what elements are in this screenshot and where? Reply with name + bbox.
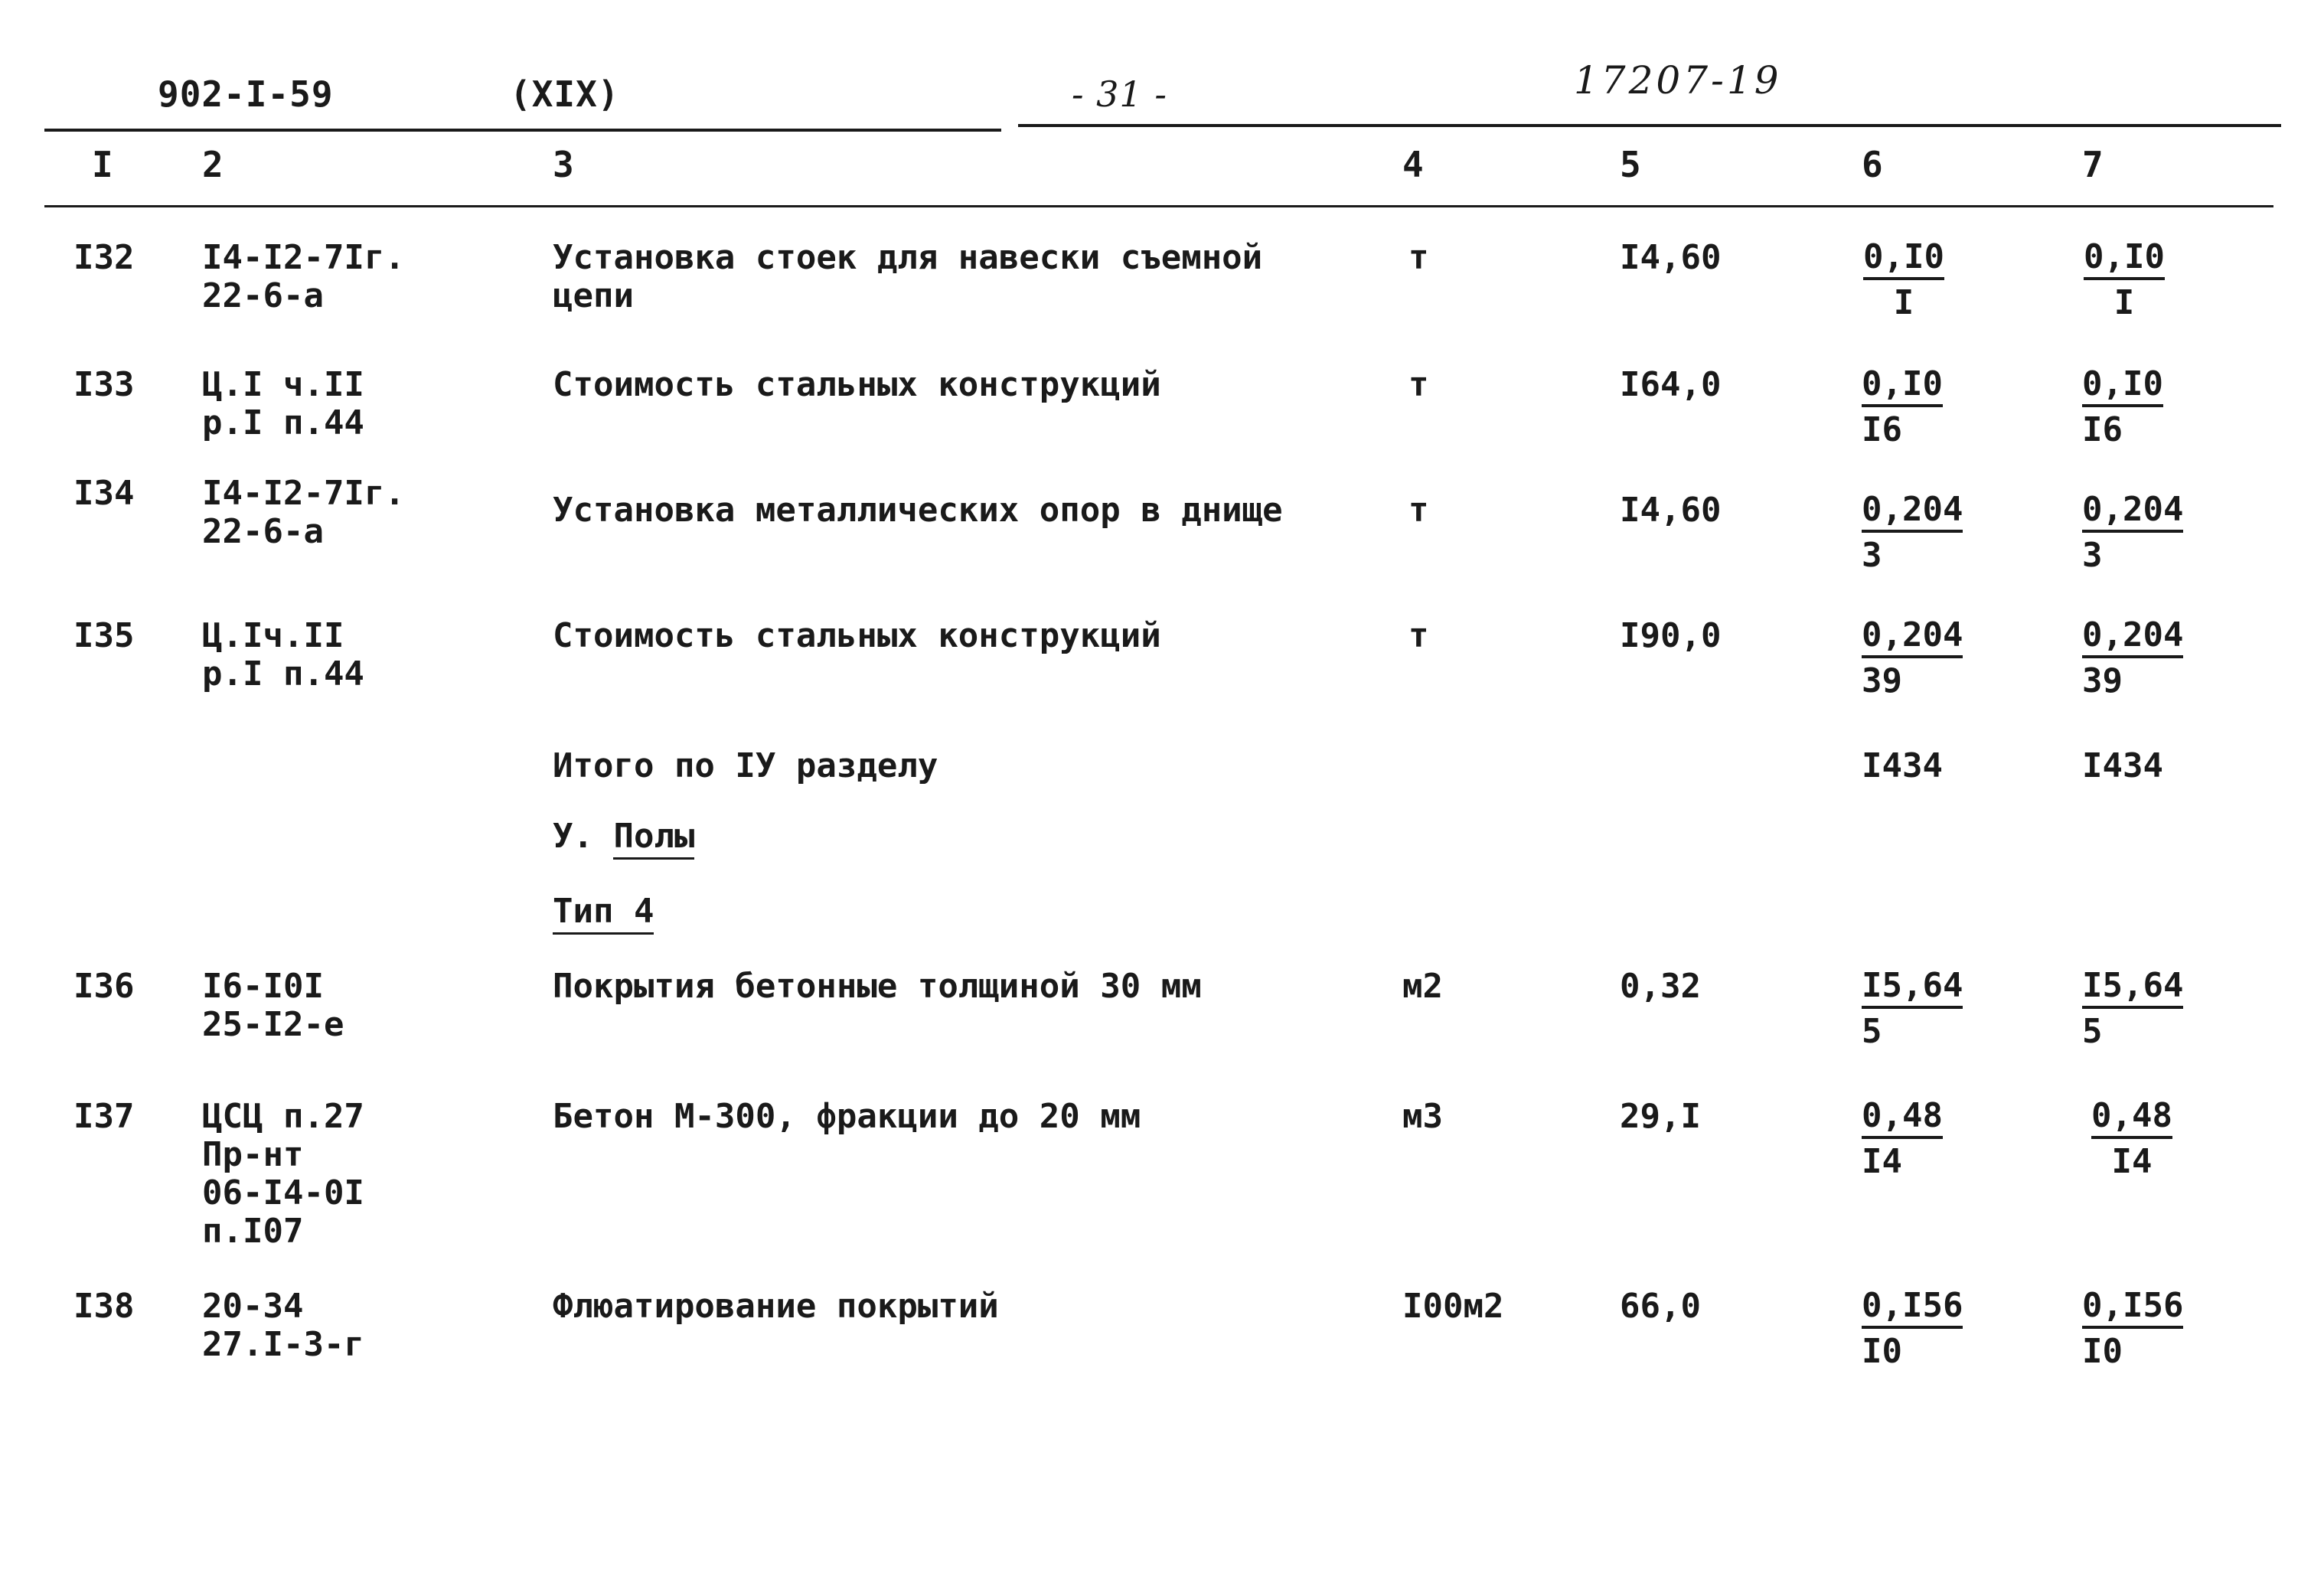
row-description: Стоимость стальных конструкций (553, 616, 1161, 655)
row-unit: м3 (1402, 1097, 1443, 1136)
col-header-7: 7 (2082, 144, 2104, 185)
row-col7-value: 0,I0 (2084, 239, 2165, 280)
row-price: I90,0 (1620, 616, 1722, 655)
row-col7-value: 0,I0 (2082, 366, 2163, 407)
row-col6-value: 0,I56 (1862, 1287, 1963, 1329)
col-header-1: I (92, 144, 113, 185)
row-reference: Ц.Iч.II р.I п.44 (202, 616, 364, 693)
row-col6-value: 0,I0 (1863, 239, 1944, 280)
row-col6-sub: 3 (1862, 536, 1882, 575)
row-price: I4,60 (1620, 238, 1722, 277)
row-col7 (2082, 491, 2183, 574)
row-reference: ЦСЦ п.27 Пр-нт 06-I4-0I п.I07 (202, 1097, 364, 1251)
col-header-2: 2 (202, 144, 224, 185)
row-reference: I4-I2-7Iг. 22-6-а (202, 474, 405, 551)
row-col6-value: I5,64 (1862, 968, 1963, 1009)
row-col6-sub: I4 (1862, 1142, 1902, 1181)
section-heading (553, 818, 694, 856)
row-col6-sub: I0 (1862, 1332, 1902, 1371)
row-description: Установка стоек для навески съемной цепи (553, 238, 1263, 315)
row-col6 (1862, 1287, 1963, 1370)
row-price: I4,60 (1620, 491, 1722, 530)
row-price: I64,0 (1620, 365, 1722, 404)
row-reference: I4-I2-7Iг. 22-6-а (202, 238, 405, 315)
row-unit: т (1408, 491, 1429, 530)
row-col6-sub: 5 (1862, 1012, 1882, 1051)
row-description: Покрытия бетонные толщиной 30 мм (553, 967, 1202, 1006)
row-number: I33 (73, 365, 135, 404)
row-price: 66,0 (1620, 1287, 1701, 1326)
row-description: Стоимость стальных конструкций (553, 365, 1161, 404)
row-col7-sub: I6 (2082, 410, 2123, 449)
row-col6 (1862, 239, 1946, 321)
row-reference: 20-34 27.I-3-г (202, 1287, 364, 1364)
total-col6: I434 (1862, 746, 1943, 785)
row-col7-sub: 3 (2082, 536, 2103, 575)
header-rule-right (1018, 124, 2281, 127)
row-col7-sub: 5 (2082, 1012, 2103, 1051)
row-col6 (1862, 968, 1963, 1050)
row-number: I34 (73, 474, 135, 513)
row-col6-sub: 39 (1862, 661, 1902, 700)
row-col7-sub: I4 (2111, 1142, 2153, 1181)
row-col7 (2082, 1098, 2182, 1180)
row-unit: I00м2 (1402, 1287, 1504, 1326)
col-header-4: 4 (1402, 144, 1424, 185)
row-col7-value: I5,64 (2082, 968, 2183, 1009)
row-col6-sub: I (1893, 283, 1914, 322)
row-description: Бетон М-300, фракции до 20 мм (553, 1097, 1141, 1136)
row-col7 (2082, 968, 2183, 1050)
doc-number: 17207-19 (1574, 58, 1782, 103)
row-unit: м2 (1402, 967, 1443, 1006)
row-number: I35 (73, 616, 135, 655)
column-header-rule (44, 205, 2273, 207)
row-col6-sub: I6 (1862, 410, 1902, 449)
sheet-roman-number: (XIX) (510, 73, 620, 115)
row-col6 (1862, 617, 1963, 700)
row-reference: Ц.I ч.II р.I п.44 (202, 365, 364, 442)
row-col7-value: 0,I56 (2082, 1287, 2183, 1329)
row-col6-value: 0,I0 (1862, 366, 1943, 407)
row-number: I37 (73, 1097, 135, 1136)
row-col7-sub: I (2113, 283, 2135, 322)
row-col7 (2082, 617, 2183, 700)
section-subtype (553, 893, 654, 931)
row-col6-value: 0,48 (1862, 1098, 1943, 1139)
col-header-3: 3 (553, 144, 574, 185)
row-col7-sub: 39 (2082, 661, 2123, 700)
row-col7 (2082, 239, 2166, 321)
row-col7-value: 0,204 (2082, 617, 2183, 658)
row-col7 (2082, 1287, 2183, 1370)
row-unit: т (1408, 238, 1429, 277)
header-rule-left (44, 129, 1001, 132)
row-number: I38 (73, 1287, 135, 1326)
document-code: 902-I-59 (158, 73, 334, 115)
row-col6 (1862, 1098, 1943, 1180)
row-col7 (2082, 366, 2163, 449)
section-prefix: У. (553, 817, 593, 856)
section-title: Полы (613, 817, 694, 860)
row-unit: т (1408, 365, 1429, 404)
row-number: I32 (73, 238, 135, 277)
row-number: I36 (73, 967, 135, 1006)
page-number: - 31 - (1072, 73, 1167, 115)
row-price: 0,32 (1620, 967, 1701, 1006)
row-reference: I6-I0I 25-I2-е (202, 967, 344, 1044)
row-col6-value: 0,204 (1862, 617, 1963, 658)
row-col7-value: 0,204 (2082, 491, 2183, 533)
col-header-6: 6 (1862, 144, 1883, 185)
section-subtype-label: Тип 4 (553, 892, 654, 935)
row-unit: т (1408, 616, 1429, 655)
total-label: Итого по IУ разделу (553, 746, 938, 785)
row-col6 (1862, 366, 1943, 449)
row-col6-value: 0,204 (1862, 491, 1963, 533)
total-col7: I434 (2082, 746, 2163, 785)
row-col7-sub: I0 (2082, 1332, 2123, 1371)
col-header-5: 5 (1620, 144, 1641, 185)
row-price: 29,I (1620, 1097, 1701, 1136)
row-col7-value: 0,48 (2091, 1098, 2172, 1139)
row-col6 (1862, 491, 1963, 574)
row-description: Установка металлических опор в днище (553, 491, 1283, 530)
row-description: Флюатирование покрытий (553, 1287, 999, 1326)
